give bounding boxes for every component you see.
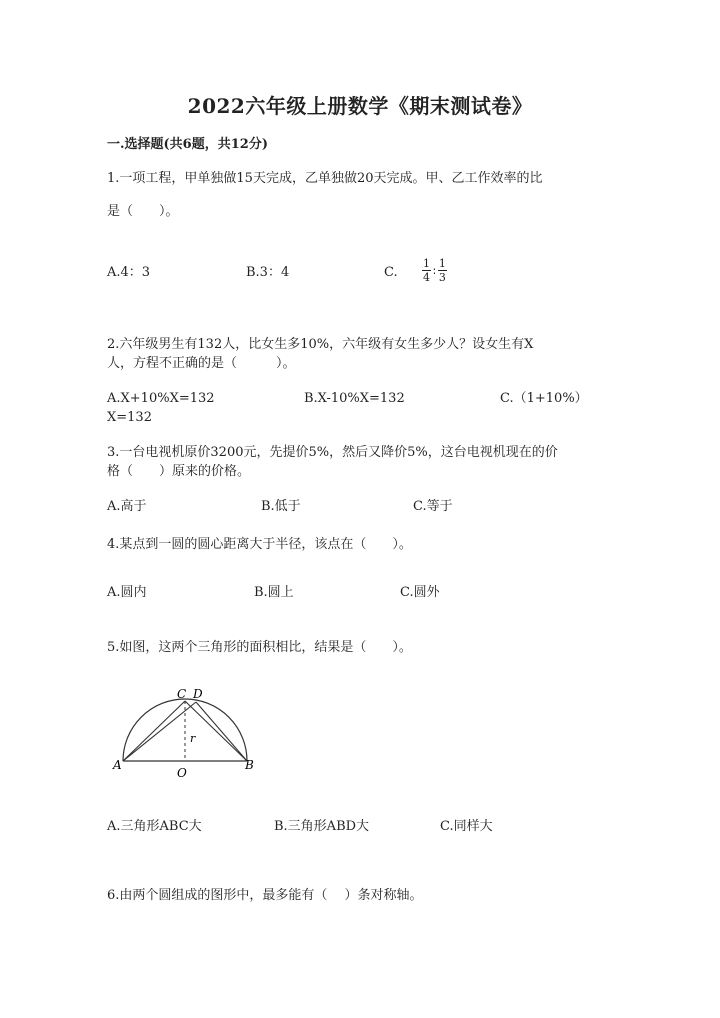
q5-option-b: B.三角形ABD大 (274, 819, 370, 834)
q5-text-line1: 5.如图，这两个三角形的面积相比，结果是（ ）。 (107, 640, 412, 655)
q1-option-b: B.3：4 (246, 265, 290, 280)
q3-option-b: B.低于 (261, 499, 301, 514)
label-b: B (245, 758, 254, 772)
fraction-1-3 (438, 258, 447, 283)
segment-cb (185, 701, 247, 761)
numerator: 1 (423, 257, 430, 270)
q1-text-line1: 1.一项工程，甲单独做15天完成，乙单独做20天完成。甲、乙工作效率的比 (107, 171, 543, 186)
semicircle-triangles-figure (105, 684, 265, 784)
label-c: C (177, 687, 187, 701)
label-d: D (193, 687, 203, 701)
fraction-1-4 (422, 258, 431, 283)
q5-option-c: C.同样大 (440, 819, 493, 834)
segment-ac (123, 701, 185, 761)
ratio-colon: ∶ (433, 264, 436, 278)
q6-text-line1: 6.由两个圆组成的图形中，最多能有（ ）条对称轴。 (107, 888, 423, 903)
q1-option-c-label: C. (384, 265, 398, 280)
q3-option-a: A.高于 (107, 499, 147, 514)
q2-option-c-line2: X=132 (107, 410, 152, 425)
label-r: r (190, 732, 196, 745)
denominator: 4 (423, 271, 430, 284)
q2-text-line1: 2.六年级男生有132人，比女生多10%，六年级有女生多少人？设女生有X (107, 337, 534, 352)
q3-text-line1: 3.一台电视机原价3200元，先提价5%，然后又降价5%，这台电视机现在的价 (107, 445, 558, 460)
q3-option-c: C.等于 (413, 499, 453, 514)
q2-text-line2: 人，方程不正确的是（ ）。 (107, 356, 296, 371)
q1-text-line2: 是（ ）。 (107, 204, 179, 219)
label-a: A (113, 758, 122, 772)
label-o: O (177, 766, 187, 780)
q2-option-b: B.X-10%X=132 (304, 391, 405, 406)
q4-option-a: A.圆内 (107, 585, 147, 600)
q2-option-a: A.X+10%X=132 (107, 391, 215, 406)
denominator: 3 (438, 271, 446, 284)
q3-text-line2: 格（ ）原来的价格。 (107, 464, 251, 479)
section-heading: 一.选择题(共6题，共12分) (107, 137, 268, 152)
numerator: 1 (438, 257, 446, 270)
q2-option-c-line1: C.（1+10%） (500, 391, 588, 406)
q4-option-b: B.圆上 (254, 585, 294, 600)
page-title: 2022六年级上册数学《期末测试卷》 (187, 94, 533, 118)
q4-text-line1: 4.某点到一圆的圆心距离大于半径，该点在（ ）。 (107, 537, 412, 552)
q4-option-c: C.圆外 (400, 585, 440, 600)
q5-option-a: A.三角形ABC大 (107, 819, 202, 834)
q1-option-a: A.4：3 (107, 265, 151, 280)
q1-option-c-ratio (422, 258, 447, 283)
